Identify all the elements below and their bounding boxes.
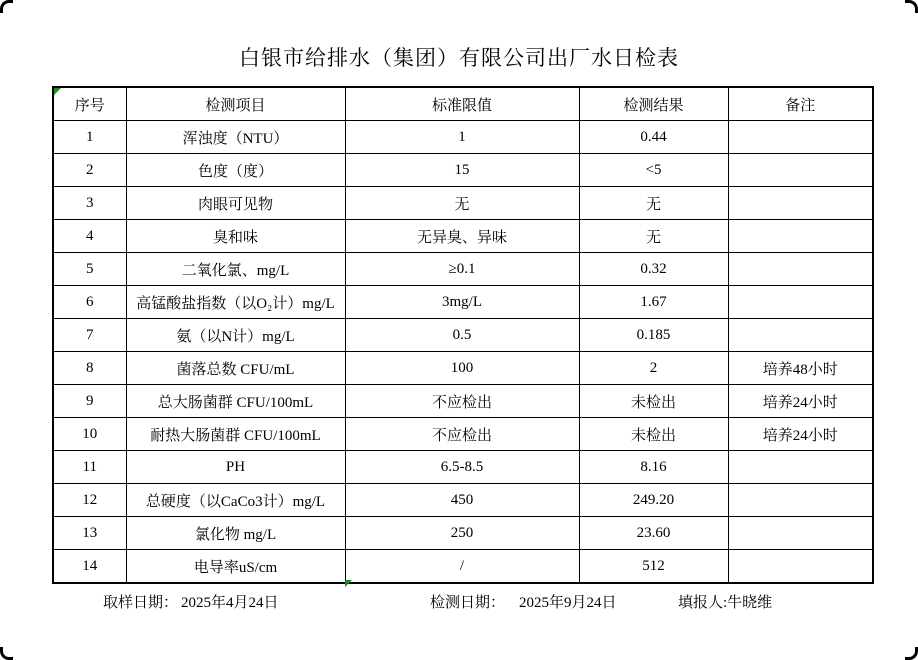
cell-result: 512	[579, 550, 728, 584]
cell-remark	[728, 220, 873, 253]
cell-limit: 250	[345, 517, 579, 550]
cell-limit: 不应检出	[345, 385, 579, 418]
cell-item: 总大肠菌群 CFU/100mL	[126, 385, 345, 418]
table-row	[53, 319, 873, 352]
cell-limit: 3mg/L	[345, 286, 579, 319]
cell-remark	[728, 517, 873, 550]
cell-no: 3	[53, 187, 126, 220]
cell-item: PH	[126, 451, 345, 484]
cell-no: 8	[53, 352, 126, 385]
header-item: 检测项目	[126, 87, 345, 121]
sampling-date-value: 2025年4月24日	[181, 595, 279, 611]
sampling-date	[103, 591, 279, 612]
table-row	[53, 286, 873, 319]
cell-limit: 6.5-8.5	[345, 451, 579, 484]
cell-item: 肉眼可见物	[126, 187, 345, 220]
cell-limit: 1	[345, 121, 579, 154]
cell-result: 无	[579, 187, 728, 220]
cell-remark	[728, 451, 873, 484]
table-row	[53, 220, 873, 253]
cell-remark	[728, 187, 873, 220]
cell-item: 高锰酸盐指数（以O₂计）mg/L	[126, 286, 345, 319]
cell-remark	[728, 286, 873, 319]
cell-no: 1	[53, 121, 126, 154]
cell-no: 7	[53, 319, 126, 352]
table-header-row	[53, 87, 873, 121]
cell-limit: 不应检出	[345, 418, 579, 451]
table-row	[53, 385, 873, 418]
cell-item: 臭和味	[126, 220, 345, 253]
header-result: 检测结果	[579, 87, 728, 121]
cell-result: 8.16	[579, 451, 728, 484]
table-row	[53, 154, 873, 187]
cell-no: 11	[53, 451, 126, 484]
cell-remark	[728, 154, 873, 187]
screen-corner-bottom-right	[905, 647, 918, 660]
cell-result: 0.185	[579, 319, 728, 352]
cell-no: 6	[53, 286, 126, 319]
cell-no: 10	[53, 418, 126, 451]
reporter-label: 填报人:	[678, 595, 728, 611]
cell-result: 未检出	[579, 385, 728, 418]
cell-limit: 0.5	[345, 319, 579, 352]
cell-item: 二氧化氯、mg/L	[126, 253, 345, 286]
cell-result: 0.44	[579, 121, 728, 154]
table-row	[53, 484, 873, 517]
cell-result: 未检出	[579, 418, 728, 451]
table-row	[53, 352, 873, 385]
cell-limit: /	[345, 550, 579, 584]
cell-item: 色度（度）	[126, 154, 345, 187]
screen-corner-top-right	[905, 0, 918, 13]
cell-limit: 无	[345, 187, 579, 220]
cell-item: 氯化物 mg/L	[126, 517, 345, 550]
reporter	[678, 591, 772, 612]
page-title: 白银市给排水（集团）有限公司出厂水日检表	[239, 46, 679, 70]
test-date-label: 检测日期：	[430, 595, 506, 611]
header-no: 序号	[53, 87, 126, 121]
cell-limit: 450	[345, 484, 579, 517]
cell-item: 浑浊度（NTU）	[126, 121, 345, 154]
cell-no: 13	[53, 517, 126, 550]
cell-remark	[728, 484, 873, 517]
cell-remark	[728, 319, 873, 352]
cell-result: 0.32	[579, 253, 728, 286]
cell-result: 249.20	[579, 484, 728, 517]
cell-result: <5	[579, 154, 728, 187]
sampling-date-label: 取样日期：	[103, 595, 179, 611]
inspection-table	[52, 86, 874, 584]
test-date	[430, 591, 617, 612]
cell-result: 23.60	[579, 517, 728, 550]
cell-no: 14	[53, 550, 126, 584]
cell-remark: 培养24小时	[728, 385, 873, 418]
cell-no: 5	[53, 253, 126, 286]
excel-error-indicator	[54, 88, 61, 95]
cell-result: 1.67	[579, 286, 728, 319]
cell-item: 氨（以N计）mg/L	[126, 319, 345, 352]
table-row	[53, 121, 873, 154]
cell-result: 2	[579, 352, 728, 385]
cell-item: 总硬度（以CaCo3计）mg/L	[126, 484, 345, 517]
cell-no: 4	[53, 220, 126, 253]
cell-result: 无	[579, 220, 728, 253]
cell-no: 9	[53, 385, 126, 418]
cell-remark	[728, 253, 873, 286]
reporter-name: 牛晓维	[727, 595, 773, 611]
cell-remark: 培养24小时	[728, 418, 873, 451]
table-row	[53, 187, 873, 220]
table-body	[53, 121, 873, 584]
table-row	[53, 517, 873, 550]
header-remark: 备注	[728, 87, 873, 121]
cell-item: 菌落总数 CFU/mL	[126, 352, 345, 385]
table-row	[53, 451, 873, 484]
cell-limit: 100	[345, 352, 579, 385]
cell-no: 12	[53, 484, 126, 517]
table-row	[53, 550, 873, 584]
cell-no: 2	[53, 154, 126, 187]
screen-corner-bottom-left	[0, 647, 13, 660]
header-limit: 标准限值	[345, 87, 579, 121]
cell-remark	[728, 550, 873, 584]
table-row	[53, 253, 873, 286]
cell-item: 电导率uS/cm	[126, 550, 345, 584]
cell-limit: 无异臭、异味	[345, 220, 579, 253]
excel-error-indicator	[345, 580, 352, 587]
table-row	[53, 418, 873, 451]
cell-limit: ≥0.1	[345, 253, 579, 286]
cell-limit: 15	[345, 154, 579, 187]
cell-item: 耐热大肠菌群 CFU/100mL	[126, 418, 345, 451]
cell-remark	[728, 121, 873, 154]
cell-remark: 培养48小时	[728, 352, 873, 385]
screen-corner-top-left	[0, 0, 13, 13]
test-date-value: 2025年9月24日	[519, 595, 617, 611]
